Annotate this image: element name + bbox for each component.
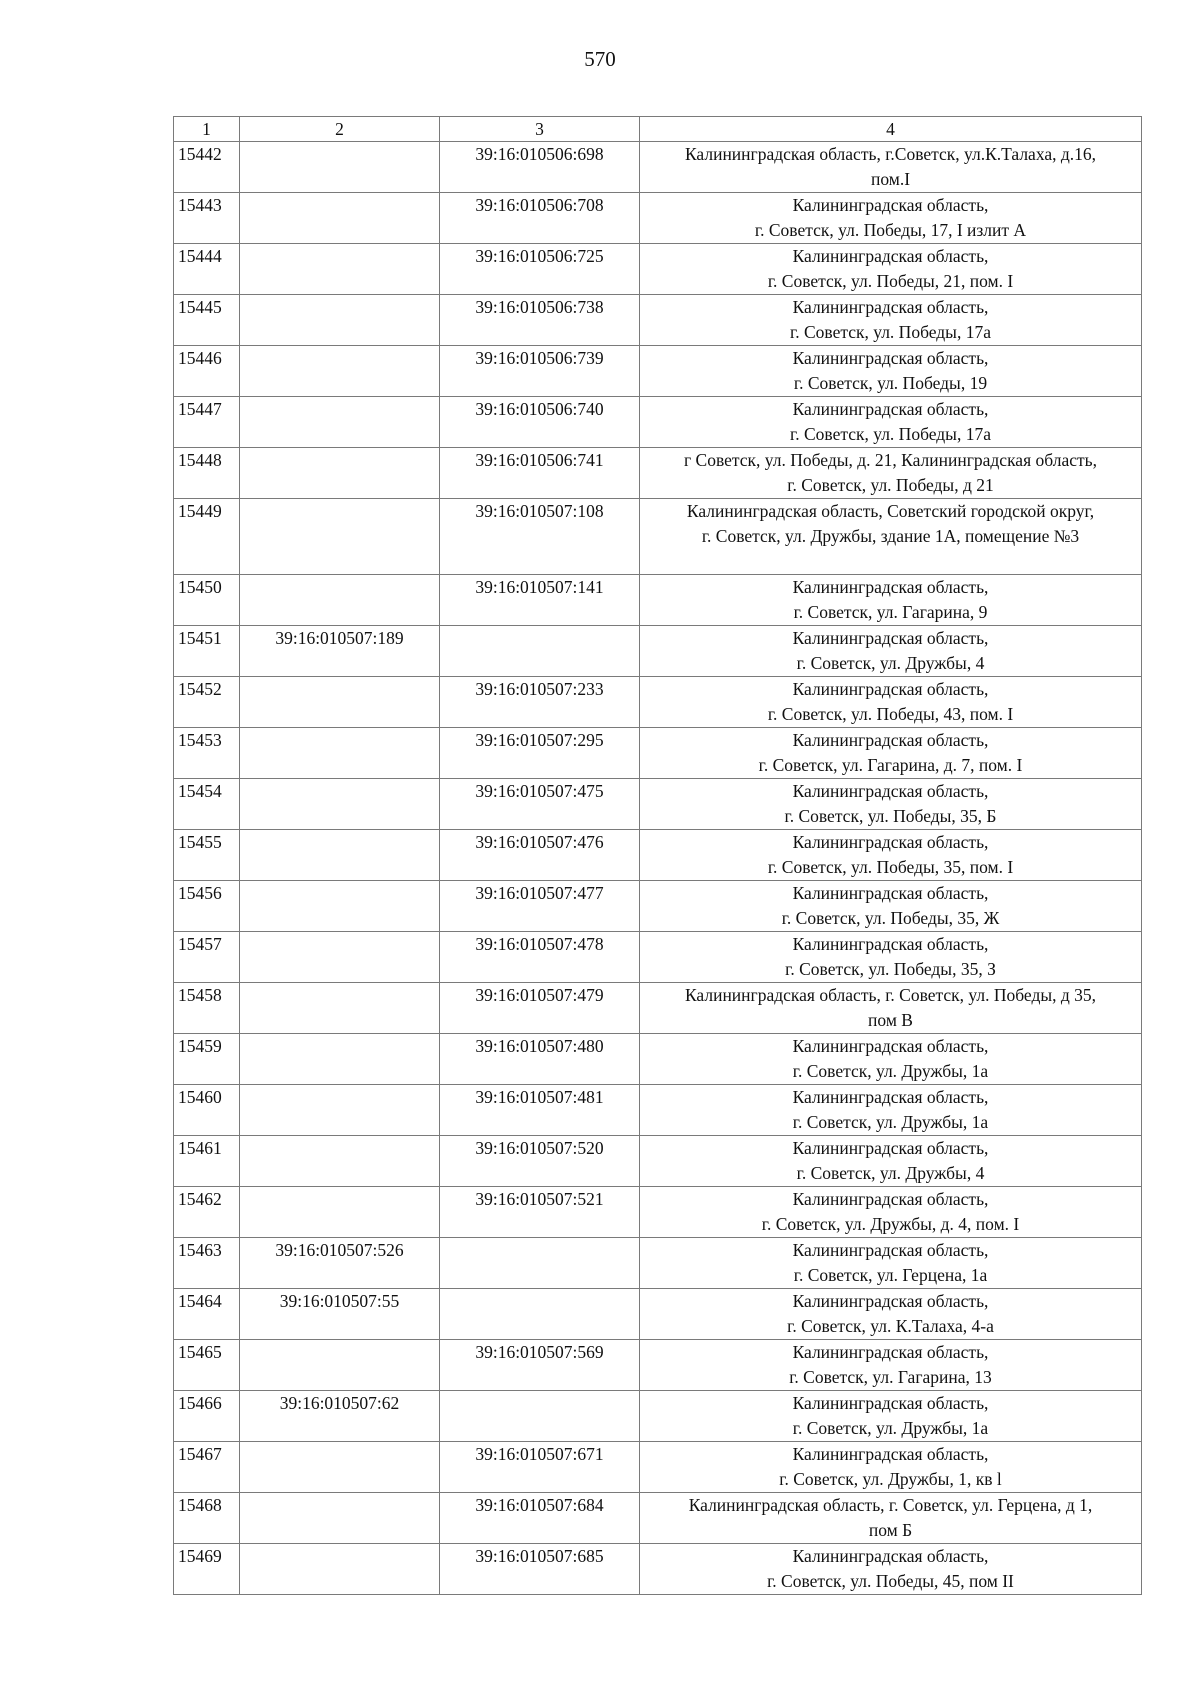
cadastral-number-col3: 39:16:010507:478 [440,932,640,983]
row-number: 15466 [174,1391,240,1442]
address-line-2: пом В [868,1010,913,1030]
address-line-2: г. Советск, ул. Дружбы, 1, кв l [779,1469,1002,1489]
address-line-2: г. Советск, ул. Победы, 19 [793,373,988,393]
cadastral-number-col2 [240,983,440,1034]
table-row [174,830,1142,881]
address-line-2: г. Советск, ул. Победы, д 21 [787,475,994,495]
address-cell [640,1493,1142,1544]
cadastral-number-col3: 39:16:010507:108 [440,499,640,575]
address-cell [640,448,1142,499]
cadastral-number-col2 [240,1442,440,1493]
table-row [174,1493,1142,1544]
address-cell [640,1544,1142,1595]
row-number: 15453 [174,728,240,779]
cadastral-number-col3: 39:16:010507:477 [440,881,640,932]
address-line-1: Калининградская область, [792,246,989,266]
table-row [174,244,1142,295]
table-row [174,1034,1142,1085]
address-line-1: Калининградская область, [792,1087,989,1107]
cadastral-number-col2 [240,575,440,626]
row-number: 15469 [174,1544,240,1595]
cadastral-number-col2 [240,346,440,397]
cadastral-number-col3: 39:16:010507:476 [440,830,640,881]
address-line-1: Калининградская область, [792,934,989,954]
cadastral-number-col3: 39:16:010507:521 [440,1187,640,1238]
address-line-1: Калининградская область, Советский городской округ, [686,501,1095,521]
address-cell [640,499,1142,575]
table-row [174,1136,1142,1187]
address-line-1: Калининградская область, [792,1342,989,1362]
address-cell [640,983,1142,1034]
address-line-2: г. Советск, ул. Дружбы, д. 4, пом. I [761,1214,1020,1234]
table-row [174,1187,1142,1238]
row-number: 15451 [174,626,240,677]
column-header-1: 1 [174,117,240,142]
cadastral-number-col3 [440,1238,640,1289]
row-number: 15454 [174,779,240,830]
row-number: 15459 [174,1034,240,1085]
cadastral-number-col3: 39:16:010506:698 [440,142,640,193]
row-number: 15445 [174,295,240,346]
address-line-1: Калининградская область, [792,1189,989,1209]
address-line-1: Калининградская область, [792,195,989,215]
row-number: 15460 [174,1085,240,1136]
address-line-1: Калининградская область, [792,781,989,801]
address-line-1: Калининградская область, [792,628,989,648]
address-cell [640,346,1142,397]
address-line-2: г. Советск, ул. Герцена, 1а [793,1265,988,1285]
row-number: 15450 [174,575,240,626]
cadastral-number-col3: 39:16:010506:708 [440,193,640,244]
cadastral-number-col2 [240,1136,440,1187]
address-line-1: Калининградская область, г. Советск, ул. Герцена, д 1, [688,1495,1093,1515]
address-line-1: Калининградская область, [792,883,989,903]
table-row [174,193,1142,244]
cadastral-number-col3: 39:16:010506:741 [440,448,640,499]
cadastral-number-col2: 39:16:010507:62 [240,1391,440,1442]
address-line-1: Калининградская область, г. Советск, ул. Победы, д 35, [684,985,1097,1005]
column-header-3: 3 [440,117,640,142]
row-number: 15465 [174,1340,240,1391]
table-row [174,881,1142,932]
row-number: 15455 [174,830,240,881]
column-header-2: 2 [240,117,440,142]
table-row [174,1340,1142,1391]
cadastral-number-col3: 39:16:010507:295 [440,728,640,779]
address-cell [640,1187,1142,1238]
cadastral-number-col2 [240,1544,440,1595]
address-line-2: г. Советск, ул. Победы, 17а [790,322,991,342]
address-line-1: Калининградская область, [792,679,989,699]
row-number: 15467 [174,1442,240,1493]
address-cell [640,142,1142,193]
cadastral-number-col3: 39:16:010507:520 [440,1136,640,1187]
cadastral-number-col2: 39:16:010507:526 [240,1238,440,1289]
table-row [174,575,1142,626]
registry-table [173,116,1142,1595]
cadastral-number-col3 [440,1289,640,1340]
row-number: 15443 [174,193,240,244]
cadastral-number-col2 [240,1034,440,1085]
address-line-2: г. Советск, ул. К.Талаха, 4-а [787,1316,994,1336]
table-row [174,728,1142,779]
cadastral-number-col3: 39:16:010506:725 [440,244,640,295]
address-line-2: г. Советск, ул. Победы, 35, Б [784,806,997,826]
address-line-1: Калининградская область, [792,577,989,597]
cadastral-number-col2 [240,397,440,448]
address-line-2: пом Б [868,1520,913,1540]
table-row [174,932,1142,983]
address-line-2: г. Советск, ул. Победы, 17а [790,424,991,444]
cadastral-number-col3: 39:16:010507:480 [440,1034,640,1085]
address-cell [640,1340,1142,1391]
row-number: 15446 [174,346,240,397]
address-cell [640,193,1142,244]
row-number: 15442 [174,142,240,193]
table-body [174,142,1142,1595]
address-line-2: г. Советск, ул. Дружбы, 1а [792,1418,989,1438]
address-line-2: г. Советск, ул. Гагарина, 9 [793,602,988,622]
table-row [174,295,1142,346]
address-cell [640,1391,1142,1442]
table-row [174,1391,1142,1442]
table-row [174,779,1142,830]
column-header-4: 4 [640,117,1142,142]
cadastral-number-col2: 39:16:010507:189 [240,626,440,677]
table-row [174,1289,1142,1340]
address-cell [640,244,1142,295]
table-row [174,448,1142,499]
address-line-2: г. Советск, ул. Гагарина, 13 [789,1367,992,1387]
cadastral-number-col2 [240,193,440,244]
address-line-2: пом.I [870,169,911,189]
address-cell [640,575,1142,626]
row-number: 15448 [174,448,240,499]
cadastral-number-col3: 39:16:010507:475 [440,779,640,830]
address-cell [640,830,1142,881]
table-row [174,626,1142,677]
address-line-2: г. Советск, ул. Победы, 21, пом. I [767,271,1014,291]
address-line-1: Калининградская область, [792,1240,989,1260]
address-cell [640,626,1142,677]
address-line-1: Калининградская область, [792,832,989,852]
page-number: 570 [584,47,616,71]
cadastral-number-col2 [240,1340,440,1391]
cadastral-number-col3: 39:16:010507:479 [440,983,640,1034]
address-line-1: Калининградская область, г.Советск, ул.К.Талаха, д.16, [684,144,1097,164]
address-cell [640,397,1142,448]
cadastral-number-col2 [240,142,440,193]
cadastral-number-col2 [240,677,440,728]
cadastral-number-col3: 39:16:010506:740 [440,397,640,448]
address-line-1: Калининградская область, [792,348,989,368]
cadastral-number-col2 [240,1493,440,1544]
address-line-2: г. Советск, ул. Победы, 35, З [785,959,996,979]
cadastral-number-col2 [240,830,440,881]
address-line-1: Калининградская область, [792,1291,989,1311]
table-row [174,677,1142,728]
cadastral-number-col3: 39:16:010507:141 [440,575,640,626]
address-line-2: г. Советск, ул. Дружбы, здание 1А, помещение №3 [701,526,1080,546]
row-number: 15444 [174,244,240,295]
table-row [174,1544,1142,1595]
cadastral-number-col3: 39:16:010507:685 [440,1544,640,1595]
address-line-2: г. Советск, ул. Победы, 17, I излит А [754,220,1027,240]
cadastral-number-col2 [240,499,440,575]
table-row [174,499,1142,575]
address-line-2: г. Советск, ул. Дружбы, 1а [792,1112,989,1132]
table-row [174,1238,1142,1289]
address-line-1: Калининградская область, [792,399,989,419]
row-number: 15463 [174,1238,240,1289]
table-row [174,346,1142,397]
cadastral-number-col2 [240,244,440,295]
address-cell [640,1034,1142,1085]
row-number: 15461 [174,1136,240,1187]
row-number: 15452 [174,677,240,728]
address-line-2: г. Советск, ул. Победы, 43, пом. I [767,704,1014,724]
row-number: 15457 [174,932,240,983]
table-row [174,142,1142,193]
address-cell [640,1442,1142,1493]
address-line-1: г Советск, ул. Победы, д. 21, Калининградская область, [683,450,1097,470]
cadastral-number-col2 [240,1085,440,1136]
table-row [174,1085,1142,1136]
row-number: 15468 [174,1493,240,1544]
address-line-1: Калининградская область, [792,297,989,317]
cadastral-number-col2: 39:16:010507:55 [240,1289,440,1340]
table-row [174,397,1142,448]
table-row [174,983,1142,1034]
address-line-2: г. Советск, ул. Дружбы, 4 [796,653,985,673]
cadastral-number-col2 [240,728,440,779]
cadastral-number-col2 [240,295,440,346]
cadastral-number-col3: 39:16:010507:671 [440,1442,640,1493]
cadastral-number-col3: 39:16:010507:233 [440,677,640,728]
table-row [174,1442,1142,1493]
address-line-2: г. Советск, ул. Дружбы, 1а [792,1061,989,1081]
address-line-2: г. Советск, ул. Победы, 35, Ж [781,908,1000,928]
address-cell [640,295,1142,346]
cadastral-number-col3: 39:16:010506:738 [440,295,640,346]
cadastral-number-col2 [240,1187,440,1238]
address-cell [640,677,1142,728]
cadastral-number-col3 [440,626,640,677]
row-number: 15449 [174,499,240,575]
cadastral-number-col3: 39:16:010507:481 [440,1085,640,1136]
address-line-1: Калининградская область, [792,730,989,750]
row-number: 15458 [174,983,240,1034]
address-line-2: г. Советск, ул. Победы, 45, пом II [767,1571,1014,1591]
cadastral-number-col2 [240,932,440,983]
row-number: 15447 [174,397,240,448]
address-cell [640,1289,1142,1340]
cadastral-number-col3: 39:16:010507:684 [440,1493,640,1544]
table-header-row [174,117,1142,142]
cadastral-number-col3: 39:16:010507:569 [440,1340,640,1391]
cadastral-number-col3 [440,1391,640,1442]
cadastral-number-col2 [240,779,440,830]
address-line-1: Калининградская область, [792,1393,989,1413]
address-cell [640,728,1142,779]
cadastral-number-col2 [240,881,440,932]
address-line-2: г. Советск, ул. Гагарина, д. 7, пом. I [758,755,1023,775]
address-cell [640,1085,1142,1136]
row-number: 15464 [174,1289,240,1340]
address-line-1: Калининградская область, [792,1444,989,1464]
address-line-1: Калининградская область, [792,1036,989,1056]
address-cell [640,1136,1142,1187]
address-cell [640,881,1142,932]
row-number: 15462 [174,1187,240,1238]
cadastral-number-col3: 39:16:010506:739 [440,346,640,397]
address-cell [640,932,1142,983]
address-line-1: Калининградская область, [792,1138,989,1158]
address-line-1: Калининградская область, [792,1546,989,1566]
row-number: 15456 [174,881,240,932]
address-cell [640,1238,1142,1289]
cadastral-number-col2 [240,448,440,499]
address-cell [640,779,1142,830]
address-line-2: г. Советск, ул. Победы, 35, пом. I [767,857,1014,877]
address-line-2: г. Советск, ул. Дружбы, 4 [796,1163,985,1183]
